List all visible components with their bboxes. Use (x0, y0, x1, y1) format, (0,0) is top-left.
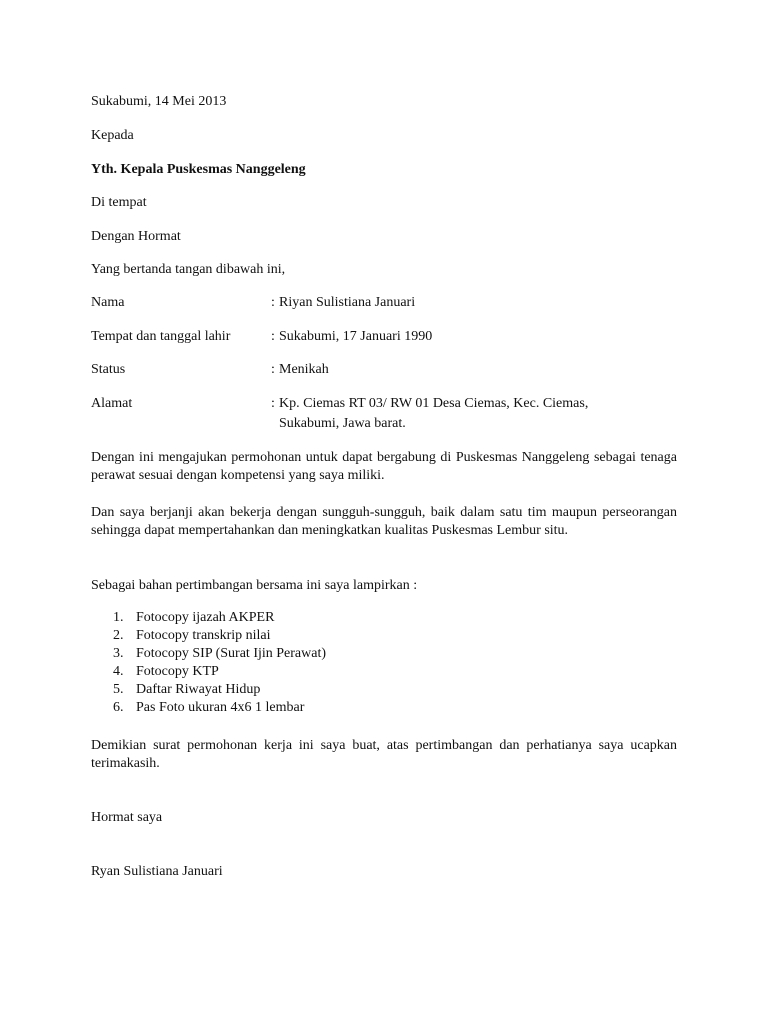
attachments-intro: Sebagai bahan pertimbangan bersama ini saya lampirkan : (91, 578, 418, 593)
list-text: Fotocopy SIP (Surat Ijin Perawat) (136, 646, 327, 661)
list-number: 3. (113, 646, 124, 661)
field-value: Menikah (279, 362, 329, 377)
list-number: 1. (113, 610, 124, 625)
intro: Yang bertanda tangan dibawah ini, (91, 262, 286, 277)
letter-page (91, 0, 677, 1024)
field-value-line2: Sukabumi, Jawa barat. (279, 416, 406, 431)
field-value: Riyan Sulistiana Januari (279, 295, 416, 310)
location: Di tempat (91, 195, 147, 210)
field-colon: : (271, 362, 275, 377)
list-text: Daftar Riwayat Hidup (136, 682, 261, 697)
list-number: 6. (113, 700, 124, 715)
to-label: Kepada (91, 128, 134, 143)
paragraph-application: Dengan ini mengajukan permohonan untuk dapat bergabung di Puskesmas Nanggeleng sebagai tenaga perawat sesuai dengan kompetensi yang saya miliki. (91, 450, 677, 483)
list-text: Fotocopy ijazah AKPER (136, 610, 275, 625)
signature-name: Ryan Sulistiana Januari (91, 864, 223, 879)
greeting: Dengan Hormat (91, 229, 181, 244)
field-label: Alamat (91, 396, 133, 411)
closing-paragraph: Demikian surat permohonan kerja ini saya buat, atas pertimbangan dan perhatianya saya ucapkan terimakasih. (91, 738, 677, 771)
list-number: 4. (113, 664, 124, 679)
paragraph-commitment: Dan saya berjanji akan bekerja dengan sungguh-sungguh, baik dalam satu tim maupun perseorangan sehingga dapat mempertahankan dan meningkatkan kualitas Puskesmas Lembur situ. (91, 505, 677, 538)
field-value: Kp. Ciemas RT 03/ RW 01 Desa Ciemas, Kec. Ciemas, (279, 396, 589, 411)
recipient: Yth. Kepala Puskesmas Nanggeleng (91, 162, 306, 177)
field-value: Sukabumi, 17 Januari 1990 (279, 329, 433, 344)
field-label: Nama (91, 295, 125, 310)
field-label: Status (91, 362, 126, 377)
field-label: Tempat dan tanggal lahir (91, 329, 231, 344)
list-number: 2. (113, 628, 124, 643)
field-colon: : (271, 295, 275, 310)
field-colon: : (271, 329, 275, 344)
list-text: Pas Foto ukuran 4x6 1 lembar (136, 700, 305, 715)
list-number: 5. (113, 682, 124, 697)
place-date: Sukabumi, 14 Mei 2013 (91, 94, 227, 109)
signoff: Hormat saya (91, 810, 163, 825)
field-colon: : (271, 396, 275, 411)
list-text: Fotocopy transkrip nilai (136, 628, 271, 643)
list-text: Fotocopy KTP (136, 664, 219, 679)
